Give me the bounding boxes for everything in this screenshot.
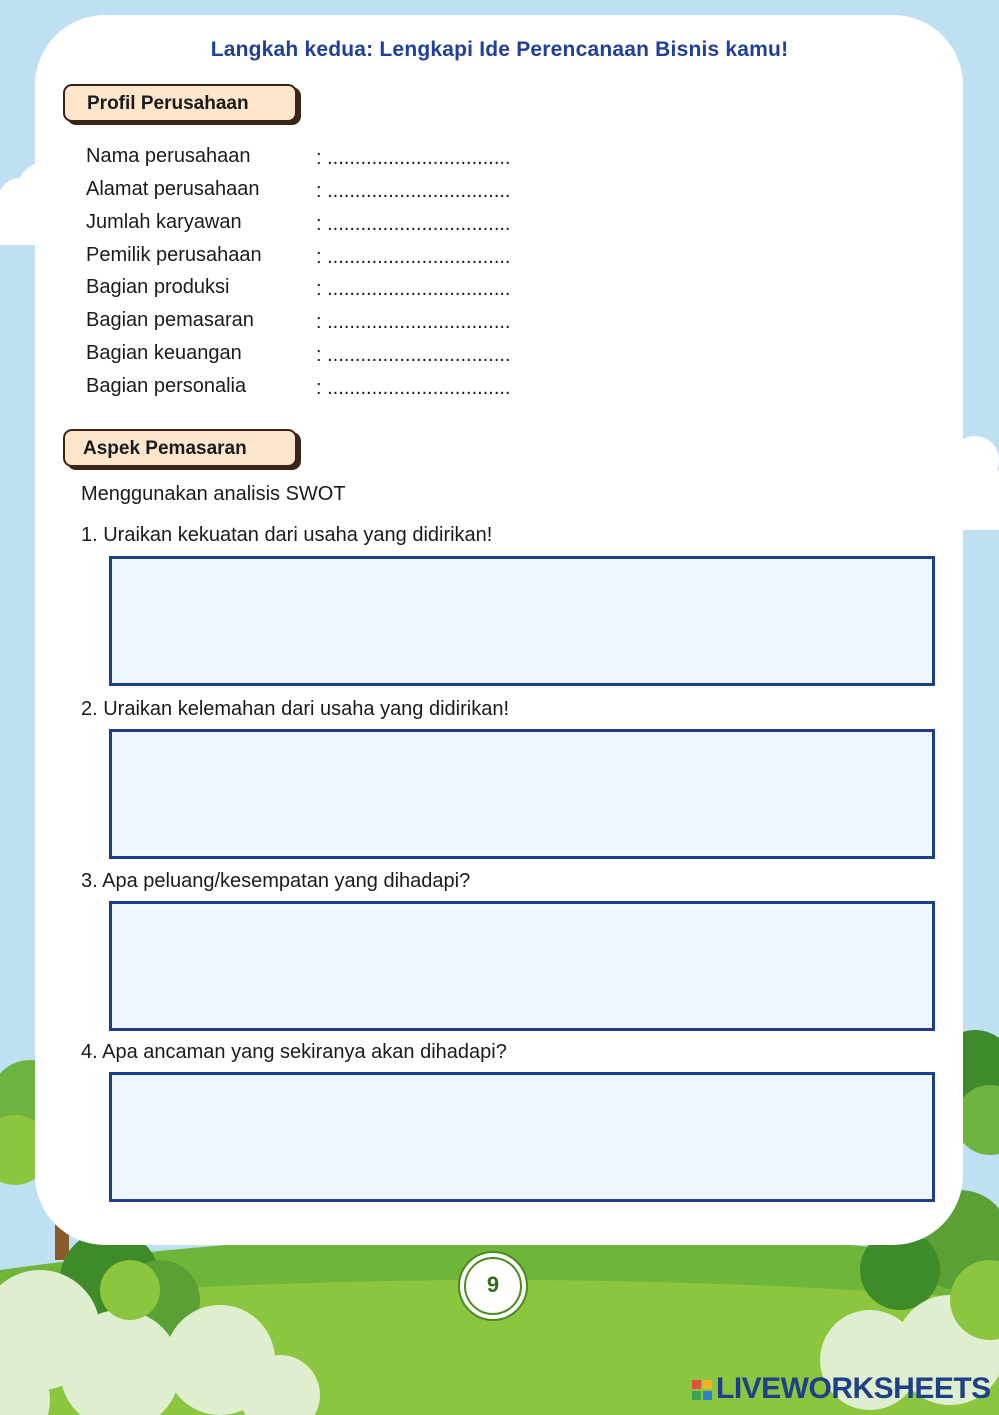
profile-input-alamat[interactable]: : ................................. [316, 180, 511, 202]
question-2: 2. Uraikan kelemahan dari usaha yang didirikan! [81, 698, 510, 720]
answer-box-4[interactable] [109, 1072, 935, 1202]
profile-input-pemilik[interactable]: : ................................. [316, 246, 511, 268]
profile-label: Bagian produksi [86, 276, 230, 298]
profile-input-produksi[interactable]: : ................................. [316, 278, 511, 300]
answer-box-3[interactable] [109, 901, 935, 1031]
page-number-badge [458, 1251, 528, 1321]
question-4: 4. Apa ancaman yang sekiranya akan dihadapi? [81, 1041, 507, 1063]
answer-box-2[interactable] [109, 729, 935, 859]
brand-name: LIVEWORKSHEETS [716, 1372, 991, 1405]
page-number: 9 [464, 1257, 522, 1315]
profile-input-nama[interactable]: : ................................. [316, 147, 511, 169]
profile-label: Bagian pemasaran [86, 309, 254, 331]
profile-label: Bagian personalia [86, 375, 247, 397]
answer-box-1[interactable] [109, 556, 935, 686]
section-heading-profil: Profil Perusahaan [63, 84, 297, 122]
section-heading-aspek: Aspek Pemasaran [63, 429, 297, 467]
question-1: 1. Uraikan kekuatan dari usaha yang didirikan! [81, 524, 493, 546]
page-title: Langkah kedua: Lengkapi Ide Perencanaan Bisnis kamu! [210, 38, 789, 61]
profile-label: Alamat perusahaan [86, 178, 260, 200]
swot-intro: Menggunakan analisis SWOT [81, 483, 346, 505]
profile-input-keuangan[interactable]: : ................................. [316, 344, 511, 366]
profile-input-pemasaran[interactable]: : ................................. [316, 311, 511, 333]
profile-label: Pemilik perusahaan [86, 244, 262, 266]
profile-label: Nama perusahaan [86, 145, 251, 167]
profile-input-personalia[interactable]: : ................................. [316, 377, 511, 399]
profile-label: Bagian keuangan [86, 342, 242, 364]
question-3: 3. Apa peluang/kesempatan yang dihadapi? [81, 870, 471, 892]
profile-input-jumlah-karyawan[interactable]: : ................................. [316, 213, 511, 235]
profile-label: Jumlah karyawan [86, 211, 242, 233]
liveworksheets-icon [690, 1378, 716, 1404]
